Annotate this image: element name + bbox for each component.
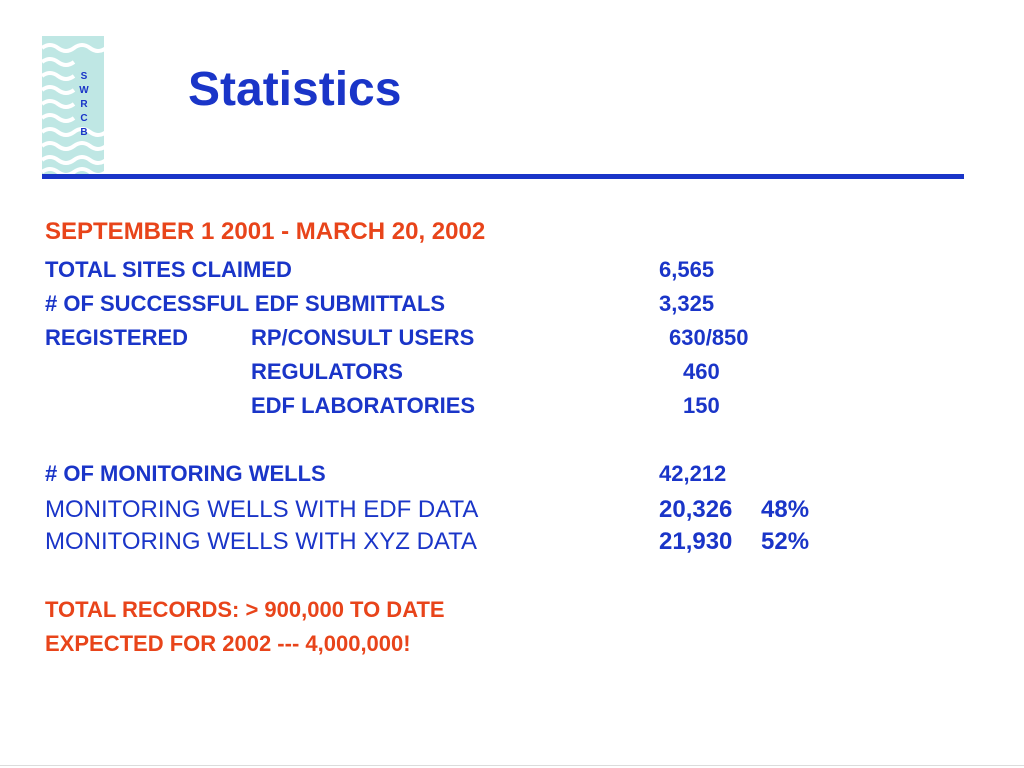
stat-value: 630/850 — [669, 325, 749, 350]
stat-value: 150 — [683, 393, 720, 418]
registered-label: REGISTERED — [45, 325, 189, 350]
title-divider — [42, 174, 964, 179]
slide-title: Statistics — [188, 63, 402, 116]
stat-value: 460 — [683, 359, 720, 384]
wells-percent: 48% — [761, 496, 810, 523]
wells-label: # OF MONITORING WELLS — [45, 461, 326, 486]
stat-label: EDF LABORATORIES — [251, 393, 476, 418]
wells-value: 20,326 — [659, 496, 733, 523]
logo-letters — [76, 70, 92, 140]
stat-label: RP/CONSULT USERS — [251, 325, 475, 350]
stat-label: REGULATORS — [251, 359, 403, 384]
period-text: SEPTEMBER 1 2001 - MARCH 20, 2002 — [45, 218, 486, 245]
wells-label: MONITORING WELLS WITH EDF DATA — [45, 496, 479, 523]
logo-letter: W — [79, 85, 89, 96]
wells-label: MONITORING WELLS WITH XYZ DATA — [45, 528, 478, 555]
wave-pattern-icon — [42, 36, 104, 174]
stat-label: TOTAL SITES CLAIMED — [45, 257, 292, 282]
records-expected-text: EXPECTED FOR 2002 --- 4,000,000! — [45, 631, 411, 656]
stat-value: 6,565 — [659, 257, 715, 282]
logo-letter: R — [80, 99, 88, 110]
logo-letter: B — [80, 127, 88, 138]
stat-label: # OF SUCCESSFUL EDF SUBMITTALS — [45, 291, 446, 316]
logo-letter: C — [80, 113, 88, 124]
footer-divider — [0, 765, 1024, 766]
wells-value: 42,212 — [659, 461, 727, 486]
wells-value: 21,930 — [659, 528, 733, 555]
records-total-text: TOTAL RECORDS: > 900,000 TO DATE — [45, 597, 445, 622]
swrcb-logo — [42, 36, 104, 174]
logo-letter: S — [80, 71, 88, 82]
wells-percent: 52% — [761, 528, 810, 555]
stat-value: 3,325 — [659, 291, 715, 316]
